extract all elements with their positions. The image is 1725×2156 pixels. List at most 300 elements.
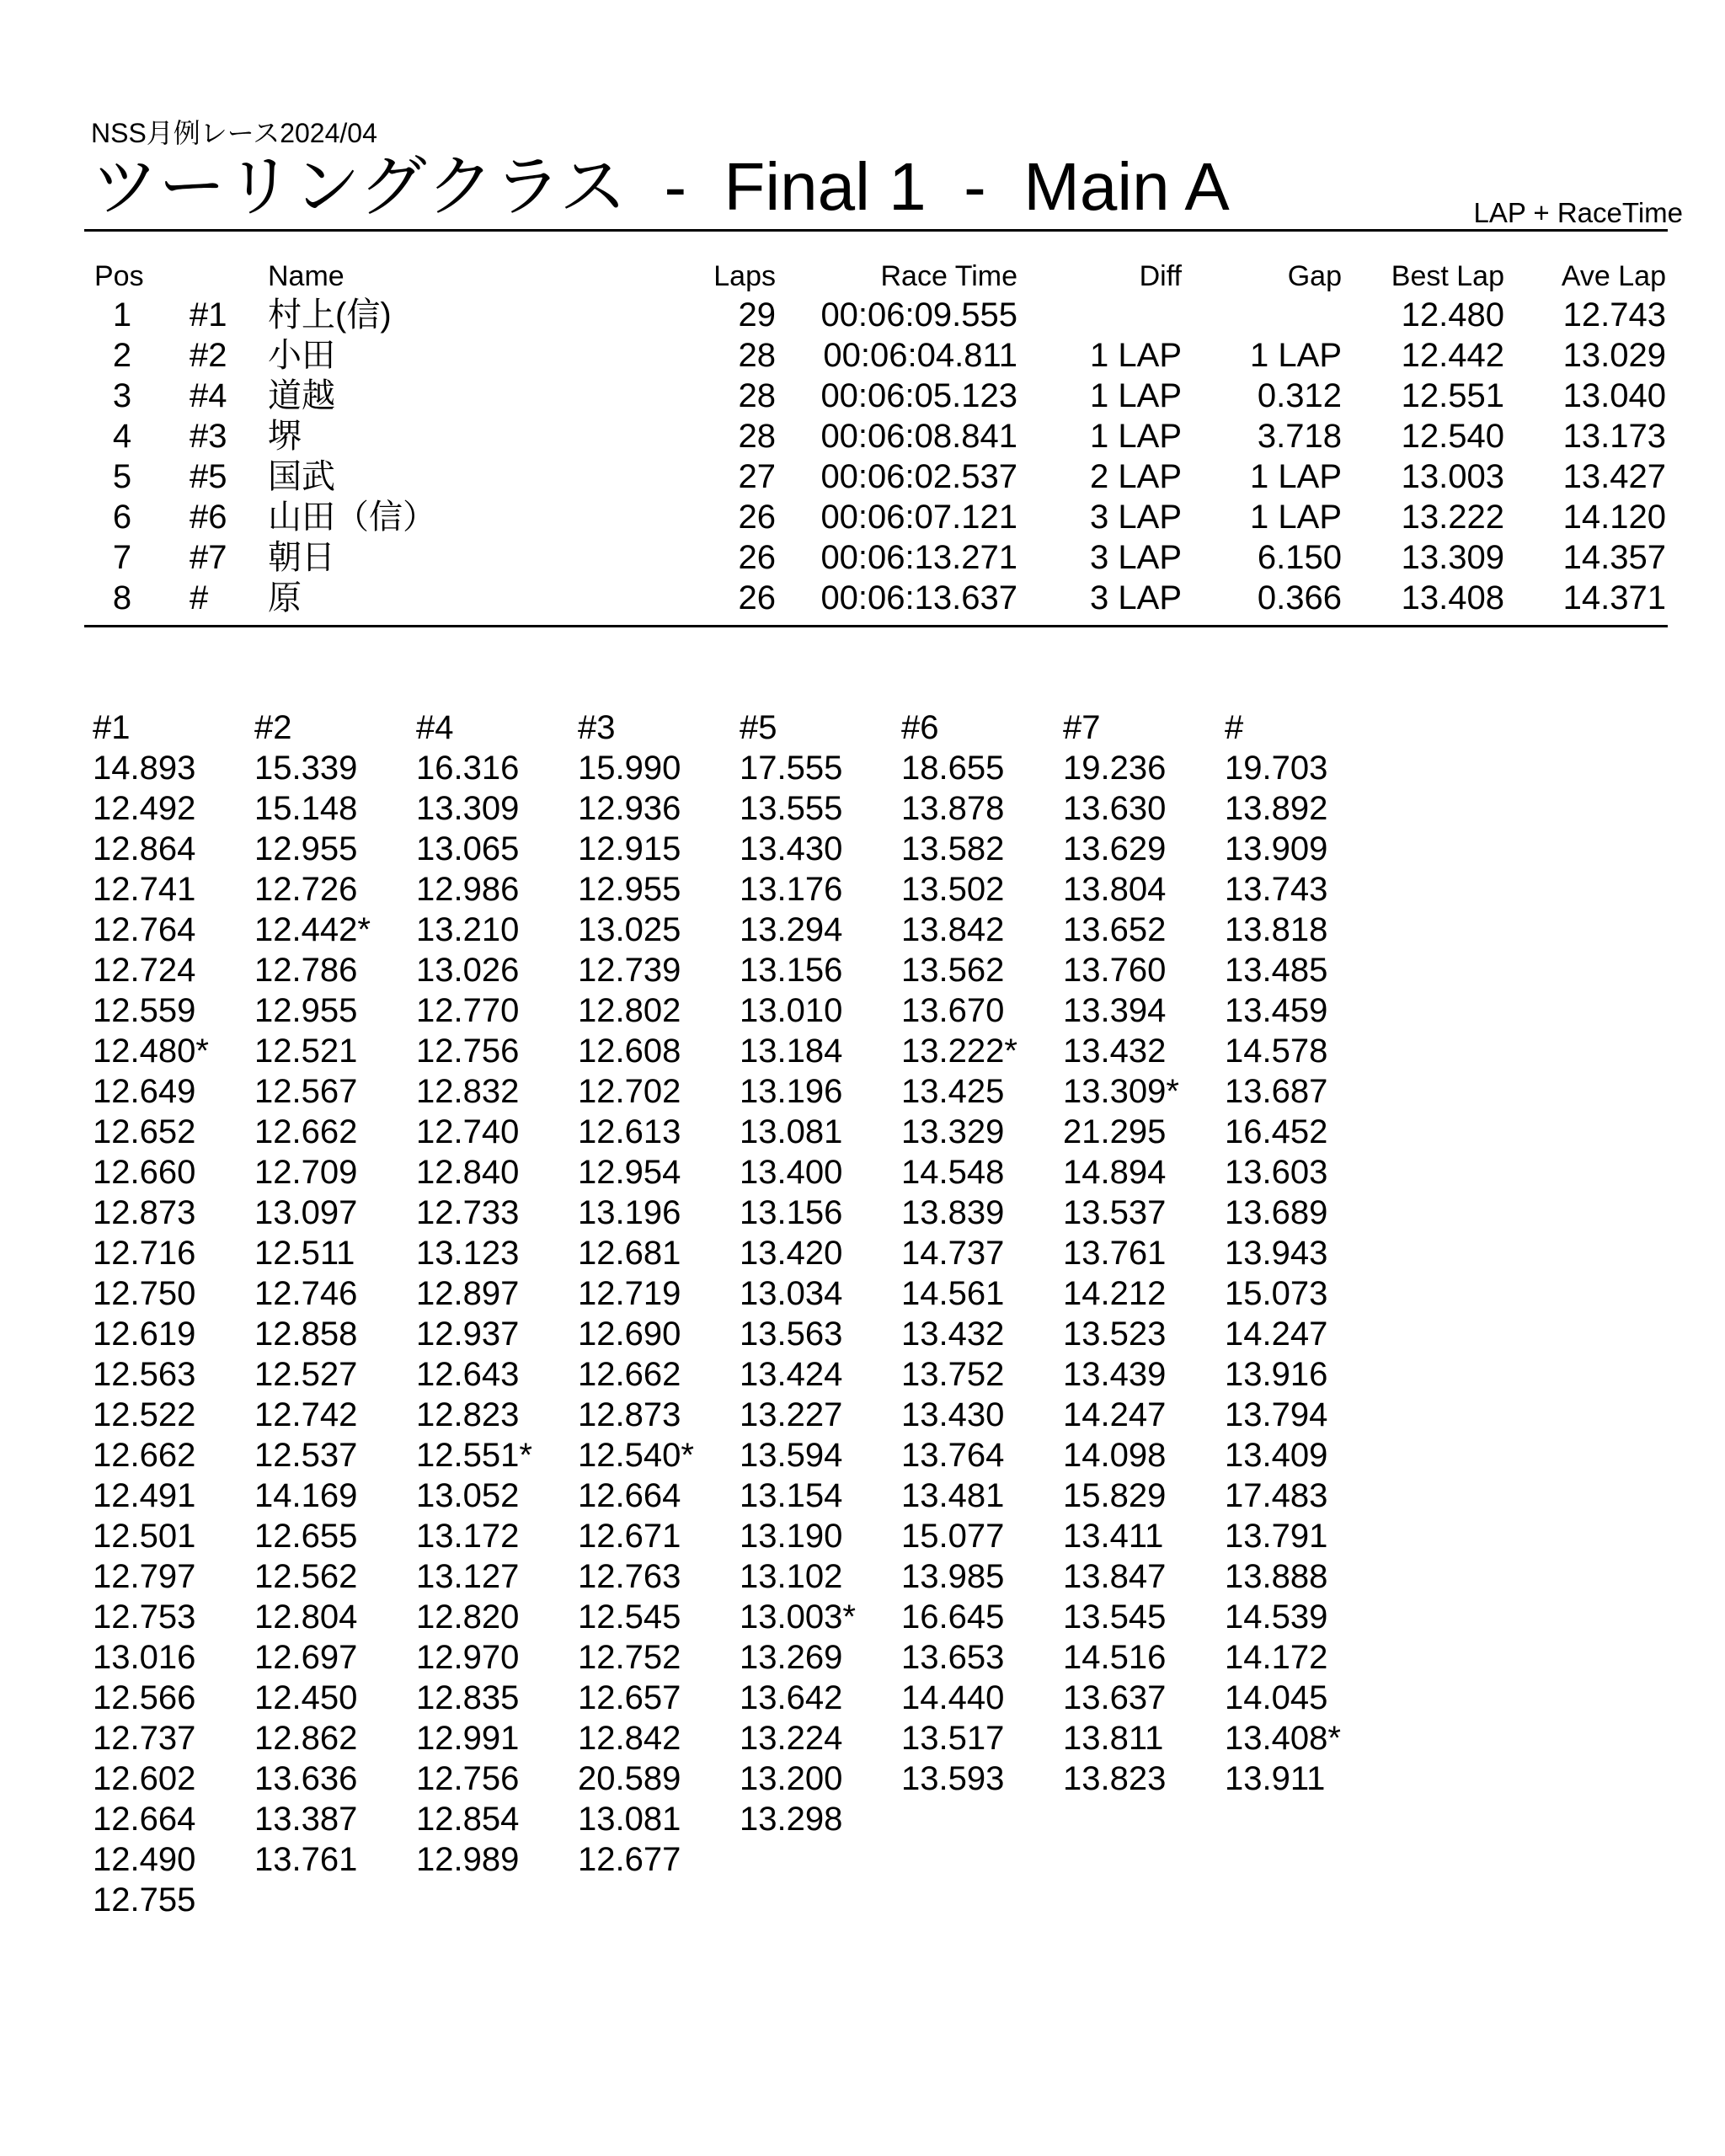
result-row — [0, 537, 1725, 578]
lap-time: 13.523 — [1063, 1315, 1167, 1353]
lap-time: 12.989 — [416, 1841, 520, 1878]
lap-time: 13.097 — [254, 1194, 358, 1231]
result-diff: 3 LAP — [1090, 539, 1182, 576]
lap-time: 13.517 — [901, 1720, 1005, 1757]
lap-time: 13.761 — [254, 1841, 358, 1878]
result-race-time: 00:06:05.123 — [820, 377, 1017, 414]
lap-time: 13.123 — [416, 1235, 520, 1272]
lap-time: 13.026 — [416, 952, 520, 989]
lap-time: 12.619 — [93, 1315, 196, 1353]
lap-time: 15.990 — [578, 750, 681, 787]
results-rule — [84, 625, 1668, 627]
lap-time: 13.985 — [901, 1558, 1005, 1595]
lap-time: 12.804 — [254, 1598, 358, 1636]
lap-time: 13.636 — [254, 1760, 358, 1797]
result-race-time: 00:06:13.271 — [820, 539, 1017, 576]
result-ave-lap: 14.371 — [1562, 579, 1666, 616]
result-diff: 1 LAP — [1090, 377, 1182, 414]
lap-time: 12.490 — [93, 1841, 196, 1878]
result-row — [0, 497, 1725, 537]
lap-column-header: #1 — [93, 709, 131, 746]
lap-time: 12.662 — [578, 1356, 681, 1393]
lap-time: 13.309* — [1063, 1073, 1179, 1110]
lap-time: 12.480* — [93, 1033, 209, 1070]
lap-time: 13.637 — [1063, 1679, 1167, 1716]
lap-time: 13.594 — [740, 1437, 843, 1474]
lap-time: 13.190 — [740, 1518, 843, 1555]
lap-time: 14.548 — [901, 1154, 1005, 1191]
lap-time: 13.545 — [1063, 1598, 1167, 1636]
lap-time: 13.563 — [740, 1315, 843, 1353]
lap-time: 13.424 — [740, 1356, 843, 1393]
lap-time: 13.760 — [1063, 952, 1167, 989]
result-gap: 1 LAP — [1250, 458, 1342, 495]
result-best-lap: 12.442 — [1401, 337, 1504, 374]
lap-time: 12.551* — [416, 1437, 532, 1474]
lap-time: 13.176 — [740, 871, 843, 908]
lap-time: 12.709 — [254, 1154, 358, 1191]
event-title: NSS月例レース2024/04 — [91, 118, 377, 148]
col-gap-header: Gap — [1287, 260, 1342, 292]
mode-label: LAP + RaceTime — [1473, 197, 1683, 228]
result-pos: 4 — [112, 418, 132, 455]
result-laps: 26 — [738, 539, 776, 576]
lap-time: 13.485 — [1225, 952, 1328, 989]
result-best-lap: 13.309 — [1401, 539, 1504, 576]
lap-time: 13.222* — [901, 1033, 1017, 1070]
lap-time: 13.630 — [1063, 790, 1167, 827]
lap-time: 12.770 — [416, 992, 520, 1029]
lap-time: 13.298 — [740, 1801, 843, 1838]
lap-time: 12.566 — [93, 1679, 196, 1716]
lap-time: 13.761 — [1063, 1235, 1167, 1272]
result-driver-name: 国武 — [268, 458, 335, 495]
lap-time: 12.690 — [578, 1315, 681, 1353]
lap-time: 13.409 — [1225, 1437, 1328, 1474]
lap-time: 13.329 — [901, 1113, 1005, 1150]
lap-time: 12.655 — [254, 1518, 358, 1555]
lap-time: 12.858 — [254, 1315, 358, 1353]
col-ave-lap-header: Ave Lap — [1561, 260, 1666, 292]
lap-column — [416, 707, 578, 1880]
result-diff: 2 LAP — [1090, 458, 1182, 495]
lap-time: 12.537 — [254, 1437, 358, 1474]
lap-time: 12.854 — [416, 1801, 520, 1838]
lap-time: 13.016 — [93, 1639, 196, 1676]
lap-time: 13.408* — [1225, 1720, 1341, 1757]
lap-time: 13.034 — [740, 1275, 843, 1312]
lap-time: 14.893 — [93, 750, 196, 787]
lap-column-header: #7 — [1063, 709, 1101, 746]
results-header-row — [0, 258, 1725, 295]
lap-time: 13.811 — [1063, 1720, 1164, 1757]
lap-time: 14.516 — [1063, 1639, 1167, 1676]
lap-time: 13.294 — [740, 911, 843, 948]
lap-time: 12.608 — [578, 1033, 681, 1070]
lap-time: 13.196 — [578, 1194, 681, 1231]
lap-time: 12.915 — [578, 830, 681, 867]
result-best-lap: 12.551 — [1401, 377, 1504, 414]
lap-time: 12.559 — [93, 992, 196, 1029]
lap-time: 12.797 — [93, 1558, 196, 1595]
lap-time: 12.702 — [578, 1073, 681, 1110]
result-gap: 0.366 — [1257, 579, 1342, 616]
lap-time: 12.832 — [416, 1073, 520, 1110]
lap-time: 13.156 — [740, 952, 843, 989]
lap-time: 13.425 — [901, 1073, 1005, 1110]
lap-time: 13.764 — [901, 1437, 1005, 1474]
result-laps: 28 — [738, 337, 776, 374]
lap-time: 13.227 — [740, 1396, 843, 1433]
result-ave-lap: 13.029 — [1562, 337, 1666, 374]
result-ave-lap: 12.743 — [1562, 296, 1666, 334]
lap-time: 12.739 — [578, 952, 681, 989]
lap-time: 13.172 — [416, 1518, 520, 1555]
lap-time: 13.432 — [901, 1315, 1005, 1353]
lap-time: 13.555 — [740, 790, 843, 827]
lap-time: 13.892 — [1225, 790, 1328, 827]
lap-time: 13.537 — [1063, 1194, 1167, 1231]
lap-time: 13.156 — [740, 1194, 843, 1231]
lap-time: 13.909 — [1225, 830, 1328, 867]
result-pos: 5 — [112, 458, 132, 495]
result-car-number: #4 — [190, 377, 227, 414]
result-row — [0, 416, 1725, 456]
lap-time: 12.733 — [416, 1194, 520, 1231]
col-diff-header: Diff — [1139, 260, 1182, 292]
result-race-time: 00:06:09.555 — [820, 296, 1017, 334]
lap-time: 12.864 — [93, 830, 196, 867]
lap-time: 13.010 — [740, 992, 843, 1029]
lap-time: 13.400 — [740, 1154, 843, 1191]
result-row — [0, 335, 1725, 376]
result-laps: 29 — [738, 296, 776, 334]
result-race-time: 00:06:02.537 — [820, 458, 1017, 495]
lap-time: 13.878 — [901, 790, 1005, 827]
result-race-time: 00:06:04.811 — [823, 337, 1017, 374]
lap-time: 21.295 — [1063, 1113, 1167, 1150]
lap-time: 16.452 — [1225, 1113, 1328, 1150]
lap-time: 12.737 — [93, 1720, 196, 1757]
lap-time: 14.045 — [1225, 1679, 1328, 1716]
result-driver-name: 堺 — [268, 418, 302, 455]
lap-time: 12.501 — [93, 1518, 196, 1555]
lap-time: 12.862 — [254, 1720, 358, 1757]
lap-time: 12.991 — [416, 1720, 520, 1757]
lap-time: 13.081 — [740, 1113, 843, 1150]
lap-column-header: # — [1225, 709, 1244, 746]
lap-time: 13.839 — [901, 1194, 1005, 1231]
lap-time: 15.339 — [254, 750, 358, 787]
lap-time: 14.578 — [1225, 1033, 1328, 1070]
lap-time: 12.740 — [416, 1113, 520, 1150]
lap-time: 13.818 — [1225, 911, 1328, 948]
result-pos: 6 — [112, 499, 132, 536]
lap-time: 12.764 — [93, 911, 196, 948]
lap-time: 12.897 — [416, 1275, 520, 1312]
lap-time: 12.662 — [93, 1437, 196, 1474]
lap-time: 14.894 — [1063, 1154, 1167, 1191]
result-ave-lap: 13.427 — [1562, 458, 1666, 495]
lap-column — [578, 707, 740, 1880]
lap-time: 12.724 — [93, 952, 196, 989]
lap-time: 16.645 — [901, 1598, 1005, 1636]
lap-time: 13.629 — [1063, 830, 1167, 867]
lap-time: 12.955 — [254, 830, 358, 867]
result-driver-name: 小田 — [268, 337, 335, 374]
lap-column-header: #5 — [740, 709, 777, 746]
lap-time: 13.127 — [416, 1558, 520, 1595]
result-pos: 3 — [112, 377, 132, 414]
lap-time: 12.842 — [578, 1720, 681, 1757]
lap-time: 13.224 — [740, 1720, 843, 1757]
lap-time: 13.269 — [740, 1639, 843, 1676]
lap-time: 13.653 — [901, 1639, 1005, 1676]
lap-time: 13.081 — [578, 1801, 681, 1838]
result-driver-name: 村上(信) — [268, 296, 392, 334]
lap-time: 12.763 — [578, 1558, 681, 1595]
result-driver-name: 道越 — [268, 377, 335, 414]
lap-time: 13.687 — [1225, 1073, 1328, 1110]
result-laps: 26 — [738, 579, 776, 616]
col-pos-header: Pos — [94, 260, 144, 292]
result-car-number: #3 — [190, 418, 227, 455]
lap-time: 12.937 — [416, 1315, 520, 1353]
header-rule — [84, 229, 1668, 232]
lap-time: 12.681 — [578, 1235, 681, 1272]
result-laps: 26 — [738, 499, 776, 536]
result-gap: 6.150 — [1257, 539, 1342, 576]
lap-time: 12.873 — [93, 1194, 196, 1231]
result-best-lap: 12.540 — [1401, 418, 1504, 455]
lap-time: 13.430 — [901, 1396, 1005, 1433]
result-driver-name: 朝日 — [268, 539, 335, 576]
result-gap: 3.718 — [1257, 418, 1342, 455]
lap-time: 13.502 — [901, 871, 1005, 908]
lap-time: 13.065 — [416, 830, 520, 867]
result-ave-lap: 13.040 — [1562, 377, 1666, 414]
result-race-time: 00:06:07.121 — [820, 499, 1017, 536]
result-pos: 1 — [112, 296, 132, 334]
results-table — [0, 258, 1725, 618]
lap-time: 12.755 — [93, 1881, 196, 1919]
lap-time: 12.955 — [254, 992, 358, 1029]
result-best-lap: 13.003 — [1401, 458, 1504, 495]
lap-time: 12.562 — [254, 1558, 358, 1595]
lap-time: 13.003* — [740, 1598, 856, 1636]
lap-time: 12.802 — [578, 992, 681, 1029]
lap-time: 12.741 — [93, 871, 196, 908]
lap-time: 13.791 — [1225, 1518, 1328, 1555]
lap-column — [740, 707, 901, 1839]
lap-time: 12.660 — [93, 1154, 196, 1191]
lap-time: 13.309 — [416, 790, 520, 827]
lap-time: 12.649 — [93, 1073, 196, 1110]
lap-time: 13.052 — [416, 1477, 520, 1514]
lap-time: 19.236 — [1063, 750, 1167, 787]
lap-column — [254, 707, 416, 1880]
result-best-lap: 12.480 — [1401, 296, 1504, 334]
lap-time: 12.719 — [578, 1275, 681, 1312]
result-ave-lap: 14.120 — [1562, 499, 1666, 536]
lap-time: 19.703 — [1225, 750, 1328, 787]
lap-time: 13.916 — [1225, 1356, 1328, 1393]
lap-time: 13.823 — [1063, 1760, 1167, 1797]
lap-time: 12.652 — [93, 1113, 196, 1150]
lap-time: 13.804 — [1063, 871, 1167, 908]
lap-time: 13.888 — [1225, 1558, 1328, 1595]
lap-time: 12.671 — [578, 1518, 681, 1555]
result-ave-lap: 14.357 — [1562, 539, 1666, 576]
lap-time: 12.750 — [93, 1275, 196, 1312]
lap-time: 12.511 — [254, 1235, 355, 1272]
lap-time: 12.677 — [578, 1841, 681, 1878]
lap-time: 13.652 — [1063, 911, 1167, 948]
lap-time: 15.148 — [254, 790, 358, 827]
result-best-lap: 13.222 — [1401, 499, 1504, 536]
col-best-lap-header: Best Lap — [1391, 260, 1504, 292]
result-laps: 27 — [738, 458, 776, 495]
result-driver-name: 原 — [268, 579, 302, 616]
lap-time: 12.873 — [578, 1396, 681, 1433]
lap-time: 12.936 — [578, 790, 681, 827]
lap-time: 13.670 — [901, 992, 1005, 1029]
lap-time: 13.743 — [1225, 871, 1328, 908]
lap-column-header: #4 — [416, 709, 454, 746]
lap-column — [1225, 707, 1386, 1799]
lap-time: 12.986 — [416, 871, 520, 908]
result-laps: 28 — [738, 377, 776, 414]
lap-time: 12.697 — [254, 1639, 358, 1676]
lap-time: 13.752 — [901, 1356, 1005, 1393]
lap-time: 12.955 — [578, 871, 681, 908]
result-car-number: # — [190, 579, 209, 616]
lap-time: 13.911 — [1225, 1760, 1326, 1797]
lap-time: 17.555 — [740, 750, 843, 787]
lap-time: 13.439 — [1063, 1356, 1167, 1393]
lap-time: 15.073 — [1225, 1275, 1328, 1312]
lap-time: 12.840 — [416, 1154, 520, 1191]
lap-time: 12.726 — [254, 871, 358, 908]
lap-time: 12.442* — [254, 911, 371, 948]
lap-time: 12.491 — [93, 1477, 196, 1514]
result-car-number: #7 — [190, 539, 227, 576]
lap-time: 12.756 — [416, 1760, 520, 1797]
lap-time: 12.563 — [93, 1356, 196, 1393]
lap-time: 13.794 — [1225, 1396, 1328, 1433]
lap-time: 12.450 — [254, 1679, 358, 1716]
lap-time: 13.200 — [740, 1760, 843, 1797]
lap-time: 13.943 — [1225, 1235, 1328, 1272]
lap-column — [93, 707, 254, 1920]
race-title: ツーリングクラス - Final 1 - Main A — [91, 149, 1230, 224]
lap-time: 13.582 — [901, 830, 1005, 867]
result-pos: 2 — [112, 337, 132, 374]
lap-time: 13.562 — [901, 952, 1005, 989]
lap-time: 13.593 — [901, 1760, 1005, 1797]
lap-time: 14.172 — [1225, 1639, 1328, 1676]
lap-time: 12.752 — [578, 1639, 681, 1676]
lap-time: 12.716 — [93, 1235, 196, 1272]
lap-time: 14.440 — [901, 1679, 1005, 1716]
result-car-number: #2 — [190, 337, 227, 374]
lap-column — [901, 707, 1063, 1799]
lap-time: 12.823 — [416, 1396, 520, 1433]
lap-time: 12.522 — [93, 1396, 196, 1433]
lap-column-header: #2 — [254, 709, 292, 746]
result-car-number: #5 — [190, 458, 227, 495]
result-car-number: #6 — [190, 499, 227, 536]
lap-time: 13.387 — [254, 1801, 358, 1838]
result-race-time: 00:06:13.637 — [820, 579, 1017, 616]
lap-time: 12.662 — [254, 1113, 358, 1150]
lap-time: 14.561 — [901, 1275, 1005, 1312]
lap-time: 13.642 — [740, 1679, 843, 1716]
result-best-lap: 13.408 — [1401, 579, 1504, 616]
result-car-number: #1 — [190, 296, 227, 334]
lap-time: 12.613 — [578, 1113, 681, 1150]
result-diff: 1 LAP — [1090, 418, 1182, 455]
results-body — [0, 295, 1725, 618]
lap-time: 12.820 — [416, 1598, 520, 1636]
lap-time: 13.184 — [740, 1033, 843, 1070]
lap-time: 15.077 — [901, 1518, 1005, 1555]
lap-time: 13.847 — [1063, 1558, 1167, 1595]
lap-column-header: #3 — [578, 709, 616, 746]
lap-time: 13.394 — [1063, 992, 1167, 1029]
lap-time: 13.411 — [1063, 1518, 1164, 1555]
result-race-time: 00:06:08.841 — [820, 418, 1017, 455]
lap-time: 14.247 — [1225, 1315, 1328, 1353]
result-diff: 3 LAP — [1090, 499, 1182, 536]
lap-time: 12.492 — [93, 790, 196, 827]
result-laps: 28 — [738, 418, 776, 455]
result-driver-name: 山田（信） — [268, 499, 436, 536]
lap-time: 13.430 — [740, 830, 843, 867]
result-gap: 0.312 — [1257, 377, 1342, 414]
lap-time: 13.196 — [740, 1073, 843, 1110]
lap-time: 12.746 — [254, 1275, 358, 1312]
result-row — [0, 578, 1725, 618]
lap-time: 12.545 — [578, 1598, 681, 1636]
result-row — [0, 376, 1725, 416]
result-ave-lap: 13.173 — [1562, 418, 1666, 455]
result-gap: 1 LAP — [1250, 499, 1342, 536]
lap-time: 13.210 — [416, 911, 520, 948]
lap-time: 14.098 — [1063, 1437, 1167, 1474]
lap-time: 12.756 — [416, 1033, 520, 1070]
lap-time: 12.540* — [578, 1437, 694, 1474]
lap-time: 18.655 — [901, 750, 1005, 787]
lap-time: 12.954 — [578, 1154, 681, 1191]
lap-time: 13.432 — [1063, 1033, 1167, 1070]
lap-time: 14.247 — [1063, 1396, 1167, 1433]
lap-time: 13.689 — [1225, 1194, 1328, 1231]
result-row — [0, 295, 1725, 335]
lap-time: 13.842 — [901, 911, 1005, 948]
lap-time: 12.602 — [93, 1760, 196, 1797]
lap-time: 12.664 — [93, 1801, 196, 1838]
result-pos: 8 — [112, 579, 132, 616]
col-name-header: Name — [268, 260, 344, 292]
lap-time: 13.420 — [740, 1235, 843, 1272]
lap-time: 17.483 — [1225, 1477, 1328, 1514]
lap-time: 12.753 — [93, 1598, 196, 1636]
lap-time: 12.786 — [254, 952, 358, 989]
col-laps-header: Laps — [713, 260, 776, 292]
lap-time: 12.742 — [254, 1396, 358, 1433]
lap-time: 12.643 — [416, 1356, 520, 1393]
